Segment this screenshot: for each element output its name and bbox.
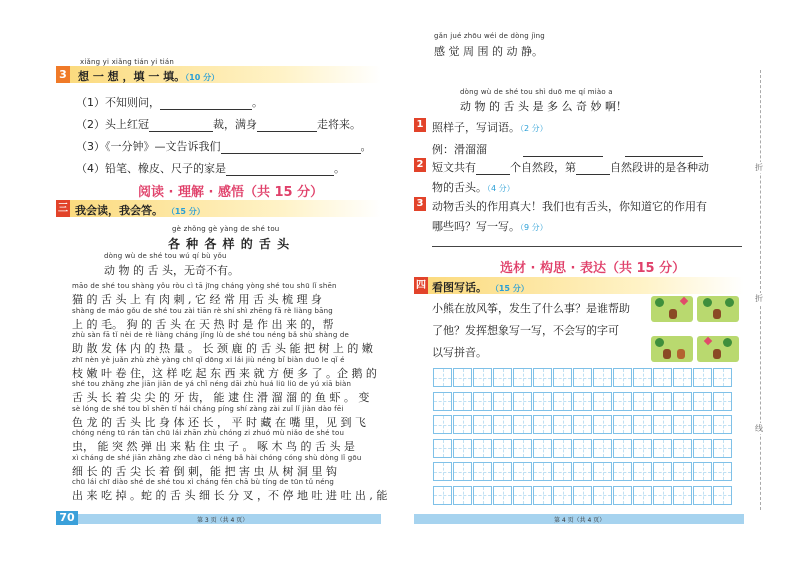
passage-line: 助 散 发 体 内 的 热 量 。 长 颈 鹿 的 舌 头 能 把 树 上 的 嫩 (72, 342, 373, 355)
answer-blank[interactable] (160, 109, 252, 110)
grid-cell[interactable] (573, 368, 592, 387)
passage-title: 各 种 各 样 的 舌 头 (168, 237, 291, 251)
prompt-line-2: 了他？发挥想象写一写，不会写的字可 (432, 324, 619, 337)
grid-cell[interactable] (613, 462, 632, 481)
grid-cell[interactable] (653, 462, 672, 481)
q3r-number: 3 (414, 197, 426, 211)
grid-cell[interactable] (553, 392, 572, 411)
grid-cell[interactable] (633, 439, 652, 458)
grid-cell[interactable] (553, 415, 572, 434)
passage-line: 虫， 能 突 然 弹 出 来 粘 住 虫 子 。 啄 木 鸟 的 舌 头 是 (72, 440, 355, 453)
grid-cell[interactable] (433, 439, 452, 458)
grid-cell[interactable] (473, 392, 492, 411)
page-number: 70 (56, 511, 78, 525)
grid-cell[interactable] (513, 415, 532, 434)
grid-cell[interactable] (433, 462, 452, 481)
grid-cell[interactable] (433, 368, 452, 387)
grid-cell[interactable] (653, 415, 672, 434)
grid-cell[interactable] (593, 462, 612, 481)
margin-mark: 折 (755, 163, 763, 172)
grid-cell[interactable] (513, 462, 532, 481)
answer-blank[interactable] (576, 174, 610, 175)
grid-cell[interactable] (493, 462, 512, 481)
grid-cell[interactable] (633, 462, 652, 481)
q3r-text: 动物舌头的作用真大！我们也有舌头，你知道它的作用有 (432, 200, 707, 213)
grid-cell[interactable] (493, 415, 512, 434)
passage-line-pinyin: zhù sàn fā tǐ nèi de rè liàng cháng jǐng lù de shé tou néng bǎ shù shàng de (72, 331, 350, 339)
grid-cell[interactable] (453, 415, 472, 434)
grid-cell[interactable] (433, 392, 452, 411)
passage-subtitle-pinyin: dòng wù de shé tou wú qí bù yǒu (104, 252, 227, 260)
grid-cell[interactable] (513, 368, 532, 387)
grid-cell[interactable] (553, 439, 572, 458)
passage-line-pinyin: zhī nèn yè juǎn zhù zhè yàng chī qǐ dōng xi lái jiù néng bǐ biàn duō le qǐ é (72, 355, 345, 364)
answer-blank[interactable] (226, 175, 334, 176)
grid-cell[interactable] (693, 462, 712, 481)
grid-cell[interactable] (593, 392, 612, 411)
section-title-writing: 选材 · 构思 · 表达（共 15 分） (500, 261, 686, 276)
grid-cell[interactable] (533, 486, 552, 505)
grid-cell[interactable] (633, 392, 652, 411)
answer-blank[interactable] (523, 156, 603, 157)
left-footer-text: 第 3 页（共 4 页） (197, 517, 249, 524)
grid-cell[interactable] (493, 392, 512, 411)
grid-cell[interactable] (673, 392, 692, 411)
q3-number: 3 (56, 66, 70, 83)
grid-cell[interactable] (613, 368, 632, 387)
grid-cell[interactable] (673, 486, 692, 505)
fold-line (760, 70, 761, 510)
grid-cell[interactable] (473, 415, 492, 434)
grid-cell[interactable] (673, 415, 692, 434)
answer-blank[interactable] (476, 174, 510, 175)
grid-cell[interactable] (673, 368, 692, 387)
passage-line-pinyin: shàng de máo gǒu de shé tou zài tiān rè shí shì zhēng fā rè liàng bāng (72, 306, 333, 315)
answer-blank[interactable] (625, 156, 703, 157)
grid-cell[interactable] (513, 392, 532, 411)
picture-panel-4 (697, 336, 739, 362)
grid-cell[interactable] (693, 368, 712, 387)
grid-cell[interactable] (433, 486, 452, 505)
grid-cell[interactable] (593, 415, 612, 434)
q3r-text-cont: 哪些吗？写一写。（9 分） (432, 220, 548, 233)
passage-line: 细 长 的 舌 尖 长 着 倒 刺，能 把 害 虫 从 树 洞 里 钩 (72, 464, 337, 478)
right-footer-text: 第 4 页（共 4 页） (554, 517, 606, 524)
picture-panel-2 (697, 296, 739, 322)
grid-cell[interactable] (573, 415, 592, 434)
grid-cell[interactable] (673, 439, 692, 458)
right-top2-text: 动 物 的 舌 头 是 多 么 奇 妙 啊！ (460, 100, 627, 113)
picture-panel-3 (651, 336, 693, 362)
q1-example: 例：滑溜溜 (432, 141, 703, 157)
grid-cell[interactable] (673, 462, 692, 481)
grid-cell[interactable] (653, 392, 672, 411)
passage-line-pinyin: chóng néng tū rán tān chū lái zhān zhù chóng zi zhuó mù niǎo de shé tou (72, 429, 345, 437)
grid-cell[interactable] (533, 368, 552, 387)
grid-cell[interactable] (693, 415, 712, 434)
grid-cell[interactable] (453, 439, 472, 458)
grid-cell[interactable] (533, 439, 552, 458)
grid-cell[interactable] (693, 392, 712, 411)
grid-cell[interactable] (573, 392, 592, 411)
grid-cell[interactable] (473, 486, 492, 505)
passage-line: 猫 的 舌 头 上 有 肉 刺 , 它 经 常 用 舌 头 梳 理 身 (72, 293, 322, 306)
passage-subtitle: 动 物 的 舌 头，无奇不有。 (104, 264, 239, 277)
answer-blank[interactable] (149, 131, 213, 132)
prompt-line-3: 以写拼音。 (432, 346, 487, 359)
grid-cell[interactable] (653, 486, 672, 505)
grid-cell[interactable] (493, 368, 512, 387)
grid-cell[interactable] (473, 462, 492, 481)
grid-cell[interactable] (713, 415, 732, 434)
passage-line-pinyin: xì cháng de shé jiān zhǎng zhe dào cì néng bǎ hài chóng cóng shù dòng lǐ gōu (72, 453, 362, 462)
right-top2-pinyin: dòng wù de shé tou shì duō me qí miào a (460, 88, 613, 96)
passage-line: 上 的 毛。 狗 的 舌 头 在 天 热 时 是 作 出 来 的，帮 (72, 317, 334, 331)
q3-item-2: （2）头上红冠 裁，满身 走将来。 (76, 118, 361, 131)
grid-cell[interactable] (593, 368, 612, 387)
grid-cell[interactable] (473, 368, 492, 387)
q2-text: 短文共有 个自然段，第 自然段讲的是各种动 (432, 161, 709, 174)
grid-cell[interactable] (633, 368, 652, 387)
part4-badge: 四 (414, 277, 428, 294)
grid-cell[interactable] (693, 439, 712, 458)
grid-cell[interactable] (493, 486, 512, 505)
grid-cell[interactable] (473, 439, 492, 458)
grid-cell[interactable] (553, 486, 572, 505)
grid-cell[interactable] (713, 439, 732, 458)
grid-cell[interactable] (453, 368, 472, 387)
answer-blank[interactable] (221, 153, 361, 154)
grid-cell[interactable] (493, 439, 512, 458)
grid-cell[interactable] (613, 439, 632, 458)
grid-cell[interactable] (633, 415, 652, 434)
grid-cell[interactable] (653, 439, 672, 458)
passage-line-pinyin: shé tou zhǎng zhe jiān jiān de yá chǐ néng dāi zhù huá liū liū de yú xiā biàn (72, 380, 352, 388)
grid-cell[interactable] (453, 462, 472, 481)
grid-cell[interactable] (593, 439, 612, 458)
q1-number: 1 (414, 118, 426, 132)
section-title-reading: 阅读 · 理解 · 感悟（共 15 分） (138, 185, 324, 200)
grid-cell[interactable] (533, 392, 552, 411)
grid-cell[interactable] (533, 462, 552, 481)
answer-blank[interactable] (257, 131, 317, 132)
grid-cell[interactable] (433, 415, 452, 434)
grid-cell[interactable] (573, 486, 592, 505)
grid-cell[interactable] (453, 486, 472, 505)
q2-number: 2 (414, 158, 426, 172)
q3-item-1: （1）不知则问， 。 (76, 96, 263, 109)
right-top-pinyin: gǎn jué zhōu wéi de dòng jìng (434, 32, 545, 40)
passage-title-pinyin: gè zhǒng gè yàng de shé tou (172, 225, 280, 233)
passage-line-pinyin: sè lóng de shé tou bǐ shēn tǐ hái cháng píng shí zàng zài zuǐ lǐ jiàn dào fēi (72, 404, 344, 413)
grid-cell[interactable] (453, 392, 472, 411)
grid-cell[interactable] (713, 368, 732, 387)
q3-item-3: （3）《一分钟》—文告诉我们 。 (76, 140, 372, 153)
grid-cell[interactable] (593, 486, 612, 505)
grid-cell[interactable] (613, 415, 632, 434)
passage-line-pinyin: māo de shé tou shàng yǒu ròu cì tā jīng cháng yòng shé tou shū lǐ shēn (72, 282, 337, 290)
grid-cell[interactable] (713, 462, 732, 481)
passage-line: 舌 头 长 着 尖 尖 的 牙 齿， 能 逮 住 滑 溜 溜 的 鱼 虾 。 变 (72, 391, 370, 404)
grid-cell[interactable] (513, 439, 532, 458)
prompt-line-1: 小熊在放风筝，发生了什么事？是谁帮助 (432, 302, 630, 315)
picture-panel-1 (651, 296, 693, 322)
passage-line: 色 龙 的 舌 头 比 身 体 还 长 ， 平 时 藏 在 嘴 里，见 到 飞 (72, 415, 366, 429)
part4-title: 看图写话。 （15 分） (432, 281, 529, 294)
q3-item-4: （4）铅笔、橡皮、尺子的家是 。 (76, 162, 345, 175)
passage-line-pinyin: chū lái chī diào shé de shé tou xì cháng fēn chā bù tíng de tūn tǔ néng (72, 478, 335, 486)
q1-text: 照样子，写词语。（2 分） (432, 121, 548, 134)
q2-text-cont: 物的舌头。（4 分） (432, 181, 515, 194)
part3-title: 我会读，我会答。 （15 分） (75, 204, 205, 217)
grid-cell[interactable] (653, 368, 672, 387)
grid-cell[interactable] (693, 486, 712, 505)
grid-cell[interactable] (553, 368, 572, 387)
grid-cell[interactable] (533, 415, 552, 434)
grid-cell[interactable] (713, 392, 732, 411)
passage-line: 出 来 吃 掉 。蛇 的 舌 头 细 长 分 叉 ，不 停 地 吐 进 吐 出 , 能 (72, 489, 388, 502)
grid-cell[interactable] (613, 392, 632, 411)
grid-cell[interactable] (553, 462, 572, 481)
answer-line[interactable] (432, 246, 742, 247)
part3-badge: 三 (56, 200, 70, 217)
grid-cell[interactable] (573, 462, 592, 481)
right-top-text: 感 觉 周 围 的 动 静。 (434, 45, 543, 58)
grid-cell[interactable] (633, 486, 652, 505)
q3-pinyin: xiǎng yi xiǎng tián yi tián (80, 58, 175, 66)
grid-cell[interactable] (573, 439, 592, 458)
grid-cell[interactable] (513, 486, 532, 505)
margin-mark: 线 (755, 424, 763, 433)
grid-cell[interactable] (713, 486, 732, 505)
q3-title: 想 一 想 ，填 一 填。（10 分） (78, 70, 220, 83)
passage-line: 枝 嫩 叶 卷 住，这 样 吃 起 东 西 来 就 方 便 多 了 。企 鹅 的 (72, 366, 377, 380)
grid-cell[interactable] (613, 486, 632, 505)
margin-mark: 折 (755, 294, 763, 303)
